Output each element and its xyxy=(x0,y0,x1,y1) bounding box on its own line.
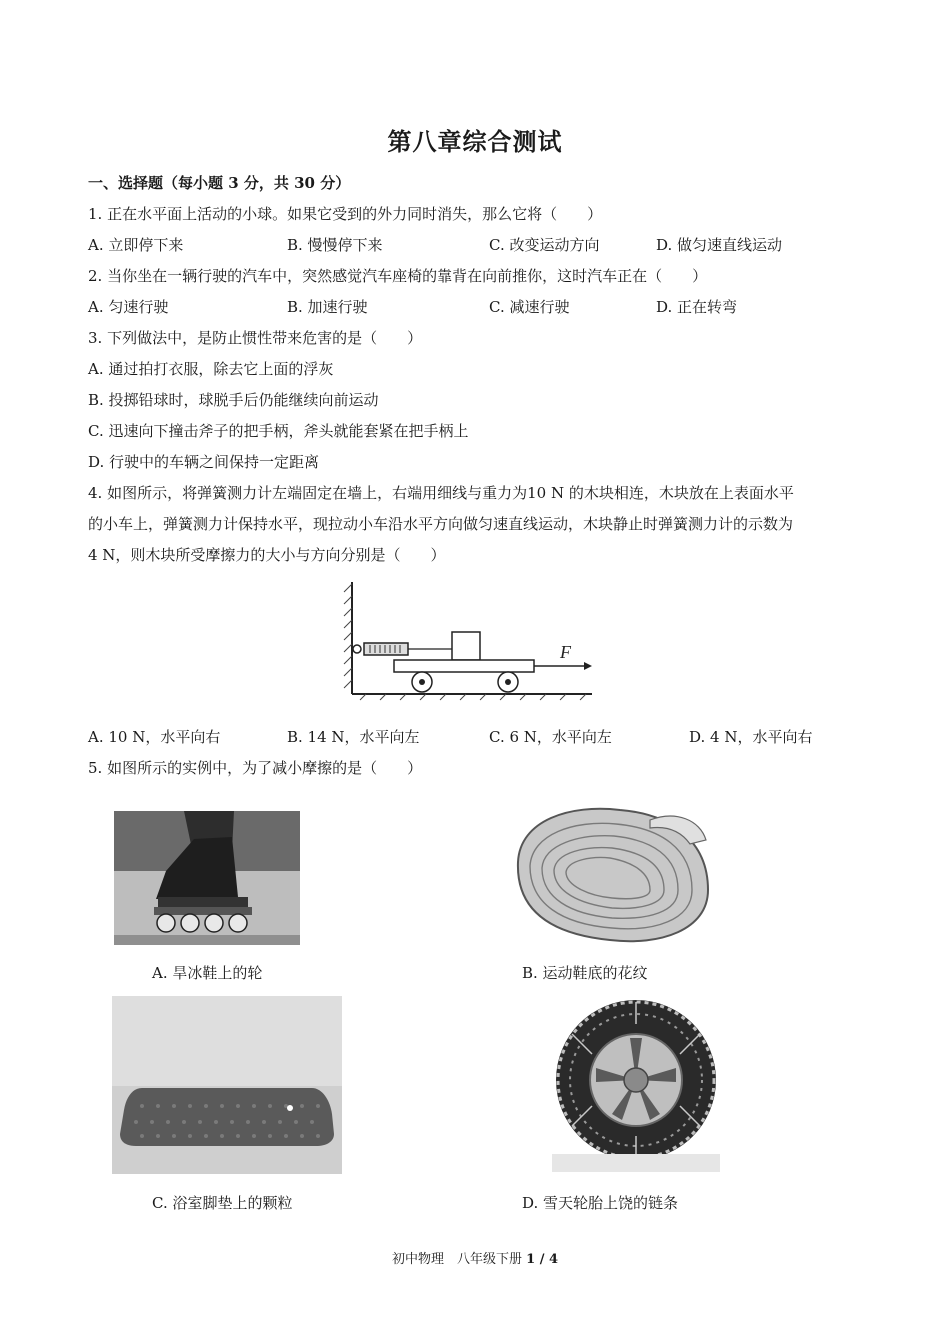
footer-text: 初中物理 八年级下册 xyxy=(391,1252,522,1267)
q2-option-c: C. 减速行驶 xyxy=(489,298,570,316)
question-4-stem-line-2: 的小车上，弹簧测力计保持水平，现拉动小车沿水平方向做匀速直线运动，木块静止时弹簧测力计的示数为 xyxy=(88,515,794,533)
q2-option-b: B. 加速行驶 xyxy=(287,298,368,316)
q1-option-c: C. 改变运动方向 xyxy=(489,236,600,254)
q3-option-a: A. 通过拍打衣服，除去它上面的浮灰 xyxy=(88,360,334,378)
caption-d: D. 雪天轮胎上饶的链条 xyxy=(522,1194,679,1212)
question-2-stem: 2. 当你坐在一辆行驶的汽车中，突然感觉汽车座椅的靠背在向前推你，这时汽车正在（ ） xyxy=(88,267,708,285)
page-title: 第八章综合测试 xyxy=(387,127,563,156)
q1-option-a: A. 立即停下来 xyxy=(88,236,184,254)
q4-option-a: A. 10 N，水平向右 xyxy=(88,728,221,746)
q1-option-b: B. 慢慢停下来 xyxy=(287,236,383,254)
q4-option-d: D. 4 N，水平向右 xyxy=(689,728,813,746)
section-heading: 一、选择题（每小题 3 分，共 30 分） xyxy=(88,174,351,192)
question-4-stem-line-3: 4 N，则木块所受摩擦力的大小与方向分别是（ ） xyxy=(88,546,446,564)
q4-option-b: B. 14 N，水平向左 xyxy=(287,728,420,746)
q3-option-c: C. 迅速向下撞击斧子的把手柄，斧头就能套紧在把手柄上 xyxy=(88,422,469,440)
force-label: F xyxy=(560,642,571,662)
q2-option-a: A. 匀速行驶 xyxy=(88,298,169,316)
q2-option-d: D. 正在转弯 xyxy=(656,298,738,316)
page-number: 1 / 4 xyxy=(526,1252,559,1267)
question-4-stem-line-1: 4. 如图所示，将弹簧测力计左端固定在墙上，右端用细线与重力为10 N 的木块相连，木块放在上表面水平 xyxy=(88,484,794,502)
caption-c: C. 浴室脚垫上的颗粒 xyxy=(152,1194,293,1212)
shoe-sole-image xyxy=(500,800,715,948)
question-1-stem: 1. 正在水平面上活动的小球。如果它受到的外力同时消失，那么它将（ ） xyxy=(88,205,603,223)
spring-scale-cart-figure xyxy=(340,578,600,702)
question-3-stem: 3. 下列做法中，是防止惯性带来危害的是（ ） xyxy=(88,329,423,347)
roller-skate-image xyxy=(114,811,300,945)
page-footer xyxy=(0,1248,950,1267)
q3-option-b: B. 投掷铅球时，球脱手后仍能继续向前运动 xyxy=(88,391,379,409)
q4-option-c: C. 6 N，水平向左 xyxy=(489,728,612,746)
question-5-stem: 5. 如图所示的实例中，为了减小摩擦的是（ ） xyxy=(88,759,423,777)
bath-mat-image xyxy=(112,996,342,1174)
caption-a: A. 旱冰鞋上的轮 xyxy=(152,964,263,982)
caption-b: B. 运动鞋底的花纹 xyxy=(522,964,648,982)
chained-tire-image xyxy=(552,994,720,1172)
q1-option-d: D. 做匀速直线运动 xyxy=(656,236,783,254)
q3-option-d: D. 行驶中的车辆之间保持一定距离 xyxy=(88,453,320,471)
